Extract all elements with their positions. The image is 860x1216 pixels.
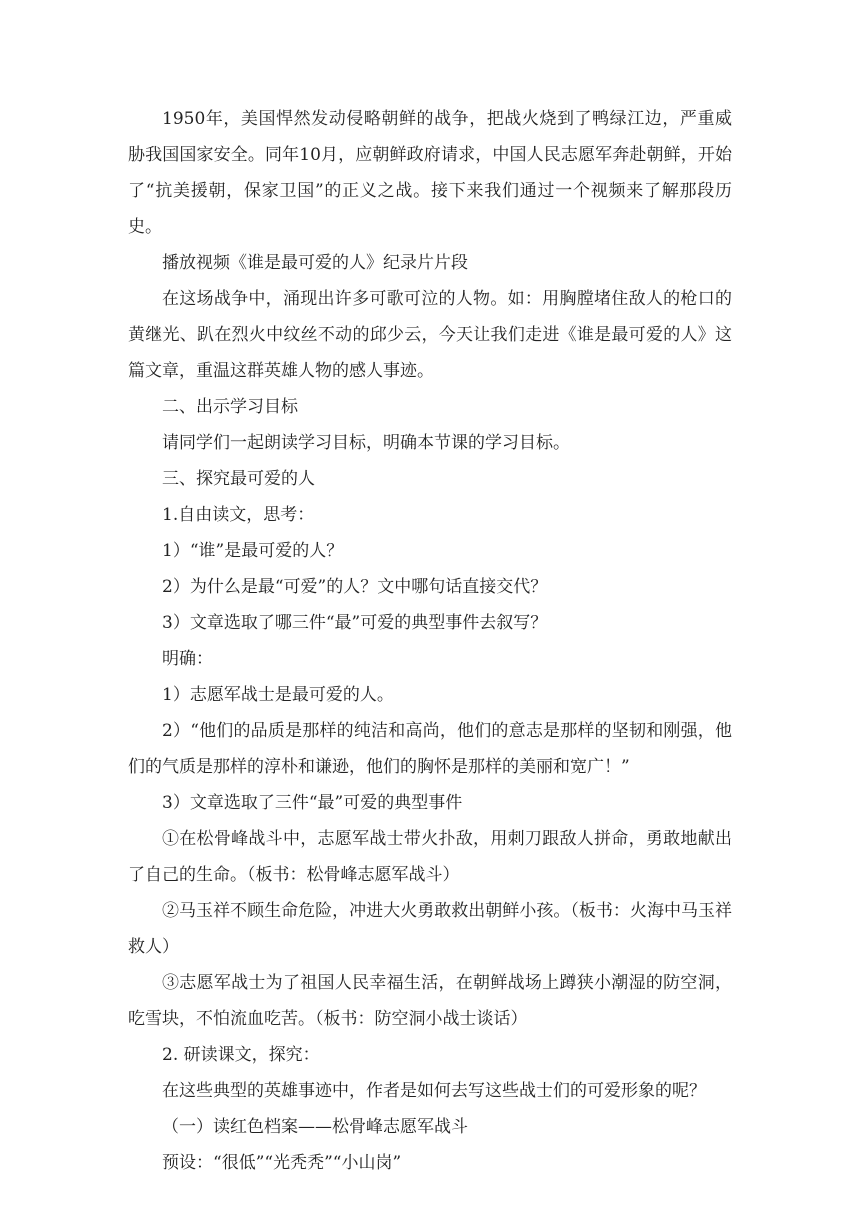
question-item-2: 2）为什么是最“可爱”的人？文中哪句话直接交代？ bbox=[162, 577, 548, 597]
answer-item-3: 3）文章选取了三件“最”可爱的典型事件 bbox=[162, 793, 463, 813]
paragraph-study-question: 在这些典型的英雄事迹中，作者是如何去写这些战士们的可爱形象的呢？ bbox=[162, 1081, 706, 1101]
subheading-red-archive: （一）读红色档案——松骨峰志愿军战斗 bbox=[162, 1117, 468, 1137]
event-item-2: ②马玉祥不顾生命危险，冲进大火勇敢救出朝鲜小孩。（板书：火海中马玉祥救人） bbox=[128, 901, 732, 957]
subheading-free-reading: 1.自由读文，思考： bbox=[162, 505, 315, 525]
section-heading-explore: 三、探究最可爱的人 bbox=[162, 469, 315, 489]
event-item-3: ③志愿军战士为了祖国人民幸福生活，在朝鲜战场上蹲狭小潮湿的防空洞，吃雪块，不怕流血吃苦。（板书：防空洞小战士谈话） bbox=[128, 973, 732, 1029]
paragraph-history-intro: 1950年，美国悍然发动侵略朝鲜的战争，把战火烧到了鸭绿江边，严重威胁我国国家安全。同年10月，应朝鲜政府请求，中国人民志愿军奔赴朝鲜，开始了“抗美援朝，保家卫国”的正义之战。接下来我们通过一个视频来了解那段历史。 bbox=[128, 109, 732, 237]
section-heading-learning-goals: 二、出示学习目标 bbox=[162, 397, 298, 417]
question-item-1: 1）“谁”是最可爱的人？ bbox=[162, 541, 344, 561]
subheading-study-text: 2. 研读课文，探究： bbox=[162, 1045, 320, 1065]
paragraph-preset: 预设：“很低”“光秃秃”“小山岗” bbox=[162, 1153, 402, 1173]
answer-item-2: 2）“他们的品质是那样的纯洁和高尚，他们的意志是那样的坚韧和刚强，他们的气质是那样的淳朴和谦逊，他们的胸怀是那样的美丽和宽广！” bbox=[128, 721, 732, 777]
document-body bbox=[128, 101, 732, 1181]
paragraph-play-video: 播放视频《谁是最可爱的人》纪录片片段 bbox=[162, 253, 468, 273]
answer-item-1: 1）志愿军战士是最可爱的人。 bbox=[162, 685, 394, 705]
paragraph-read-goals: 请同学们一起朗读学习目标，明确本节课的学习目标。 bbox=[162, 433, 570, 453]
event-item-1: ①在松骨峰战斗中，志愿军战士带火扑敌，用刺刀跟敌人拼命，勇敢地献出了自己的生命。（板书：松骨峰志愿军战斗） bbox=[128, 829, 732, 885]
answer-label: 明确： bbox=[162, 649, 213, 669]
question-item-3: 3）文章选取了哪三件“最”可爱的典型事件去叙写？ bbox=[162, 613, 548, 633]
paragraph-heroes-intro: 在这场战争中，涌现出许多可歌可泣的人物。如：用胸膛堵住敌人的枪口的黄继光、趴在烈火中纹丝不动的邱少云，今天让我们走进《谁是最可爱的人》这篇文章，重温这群英雄人物的感人事迹。 bbox=[128, 289, 732, 381]
